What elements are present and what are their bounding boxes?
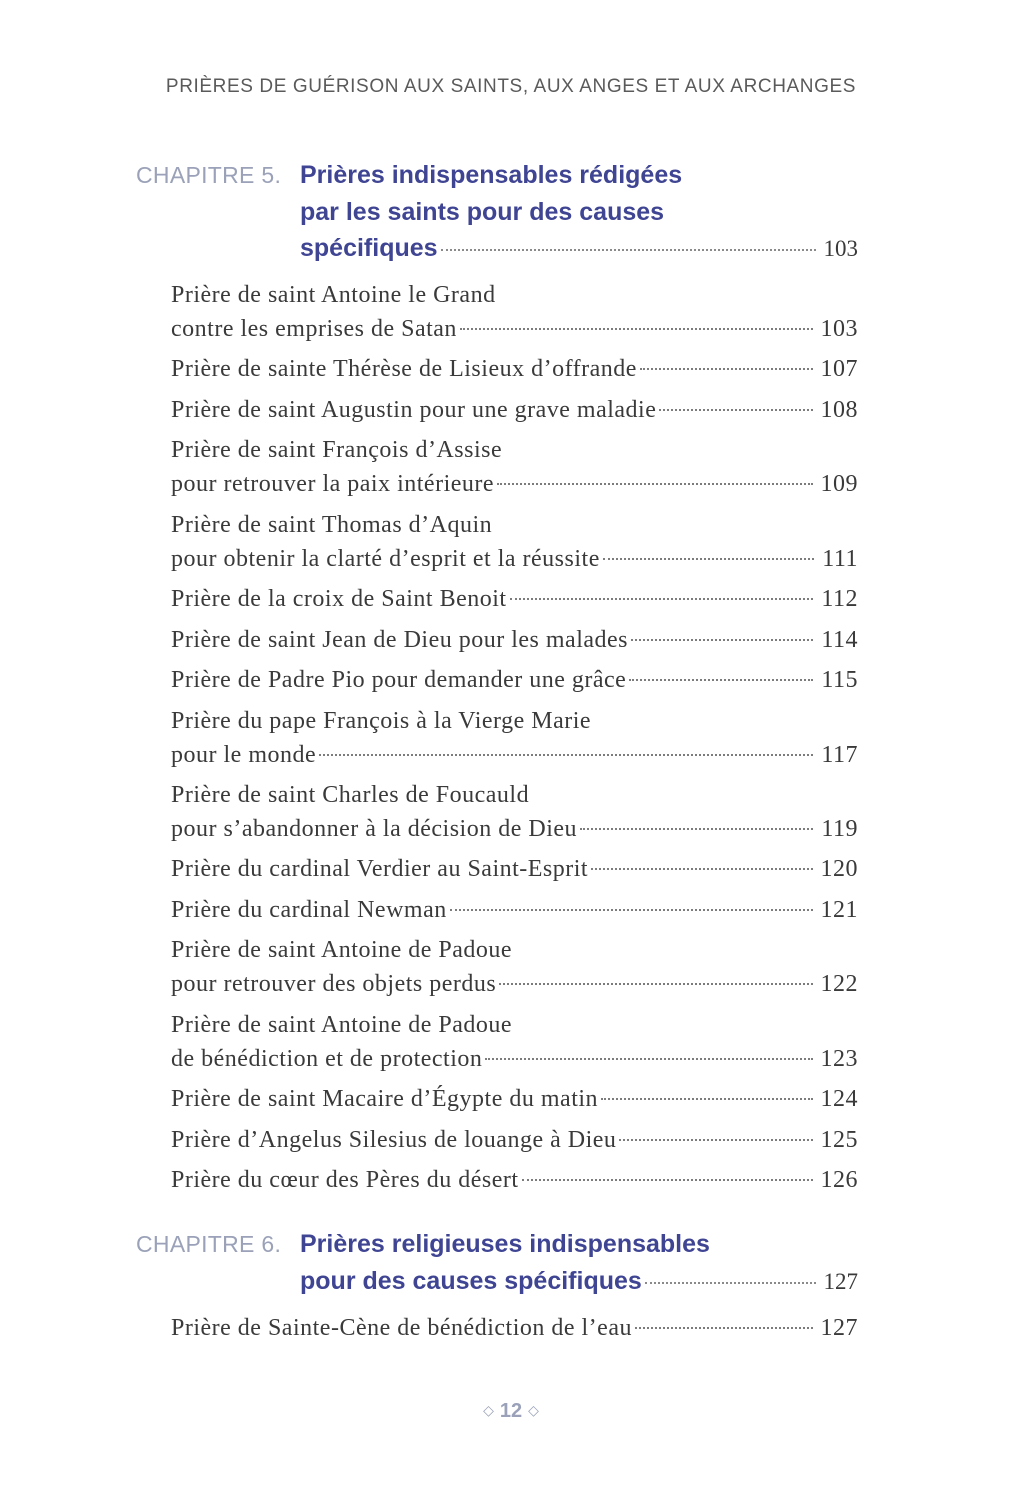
toc-entry[interactable] [171,1124,858,1158]
entry-line: Prière de saint Antoine de Padoue [171,1012,513,1038]
entry-line: Prière de Sainte-Cène de bénédiction de l’eau [171,1315,632,1341]
chapter-title-last-line [300,1263,858,1301]
chapter-label: CHAPITRE 6. [136,1231,282,1257]
page-number: 124 [820,1086,858,1112]
entry-line: Prière de saint François d’Assise [171,437,503,463]
toc-entry[interactable] [171,664,858,698]
entry-line: Prière de saint Antoine le Grand [171,282,496,308]
page-number: 108 [820,397,858,423]
folio-number: 12 [499,1400,523,1422]
chapter-title-last-line [300,230,858,268]
page-number: 107 [820,356,858,382]
entry-line: pour retrouver des objets perdus [171,970,497,997]
entry-line: Prière d’Angelus Silesius de louange à Dieu [171,1127,617,1153]
entry-line: Prière du pape François à la Vierge Marie [171,708,592,734]
page-number: 127 [820,1315,858,1341]
page-number: 111 [822,545,858,572]
dot-leader [499,983,812,985]
toc-entry[interactable] [171,624,858,658]
toc-entry[interactable] [171,279,858,346]
chapter-title-line: Prières indispensables rédigées [300,161,683,189]
page-number: 103 [823,236,858,261]
entry-line: Prière du cardinal Verdier au Saint-Esprit [171,856,589,882]
page-number: 120 [820,856,858,882]
dot-leader [629,679,813,681]
entry-line: Prière de Padre Pio pour demander une grâce [171,667,627,693]
entry-line: Prière du cœur des Pères du désert [171,1167,519,1193]
toc-entry[interactable] [171,934,858,1001]
dot-leader [640,368,813,370]
page-number: 122 [820,970,858,997]
entry-line: contre les emprises de Satan [171,315,457,342]
entry-line: pour retrouver la paix intérieure [171,470,495,497]
page-number: 115 [821,667,858,693]
entry-line: Prière de saint Thomas d’Aquin [171,512,493,538]
entry-line: Prière de la croix de Saint Benoit [171,586,507,612]
page-number: 125 [820,1127,858,1153]
toc-entry[interactable] [171,1009,858,1076]
toc-entry[interactable] [171,353,858,387]
dot-leader [591,868,812,870]
toc-entry[interactable] [171,1164,858,1198]
dot-leader [497,483,812,485]
dot-leader [603,558,814,560]
dot-leader [450,909,813,911]
chapter-title-line: par les saints pour des causes [300,197,665,226]
dot-leader [319,754,813,756]
page-number: 117 [821,741,858,768]
dot-leader [601,1098,812,1100]
page-number: 114 [821,627,858,653]
chapter-title [300,1226,858,1300]
diamond-ornament-icon: ◇ [483,1402,494,1418]
dot-leader [510,598,814,600]
page-number: 119 [821,815,858,842]
toc-entry[interactable] [171,434,858,501]
page-number: 126 [820,1167,858,1193]
entry-line: Prière du cardinal Newman [171,897,447,923]
toc-entry[interactable] [171,705,858,772]
dot-leader [580,828,813,830]
dot-leader [460,328,813,330]
running-header: PRIÈRES DE GUÉRISON AUX SAINTS, AUX ANGES ET AUX ARCHANGES [165,76,857,97]
toc-entry[interactable] [171,779,858,846]
entry-line: de bénédiction et de protection [171,1045,483,1072]
entry-line: Prière de saint Charles de Foucauld [171,782,530,808]
toc-entry[interactable] [171,583,858,617]
entry-line: Prière de saint Jean de Dieu pour les malades [171,627,629,653]
toc-entry[interactable] [171,509,858,576]
toc-entry[interactable] [171,1083,858,1117]
dot-leader [635,1327,813,1329]
dot-leader [659,409,812,411]
dot-leader [485,1058,812,1060]
entry-line: pour obtenir la clarté d’esprit et la réussite [171,545,600,572]
diamond-ornament-icon: ◇ [528,1402,539,1418]
chapter-title-line: pour des causes spécifiques [300,1266,642,1295]
page-number: 112 [821,586,858,612]
dot-leader [631,639,813,641]
page-number: 121 [820,897,858,923]
toc-entry[interactable] [171,853,858,887]
entry-line: Prière de saint Macaire d’Égypte du matin [171,1086,599,1112]
entry-line: pour s’abandonner à la décision de Dieu [171,815,578,842]
page-number: 127 [823,1268,858,1294]
page-number: 109 [820,470,858,497]
toc-entry[interactable] [171,894,858,928]
entry-line: Prière de sainte Thérèse de Lisieux d’offrande [171,356,637,382]
entry-line: Prière de saint Antoine de Padoue [171,937,513,963]
toc-entry[interactable] [171,394,858,428]
dot-leader [522,1179,813,1181]
chapter-title-line: spécifiques [300,234,438,262]
page-folio [0,1400,1022,1423]
chapter-label: CHAPITRE 5. [136,162,282,188]
page-number: 123 [820,1045,858,1072]
entry-line: Prière de saint Augustin pour une grave maladie [171,397,657,423]
dot-leader [441,249,816,251]
entry-line: pour le monde [171,741,317,768]
dot-leader [619,1139,812,1141]
page-number: 103 [820,315,858,342]
chapter-title-line: Prières religieuses indispensables [300,1230,710,1258]
chapter-title [300,157,858,268]
toc-entry[interactable] [171,1312,858,1346]
dot-leader [645,1282,816,1284]
